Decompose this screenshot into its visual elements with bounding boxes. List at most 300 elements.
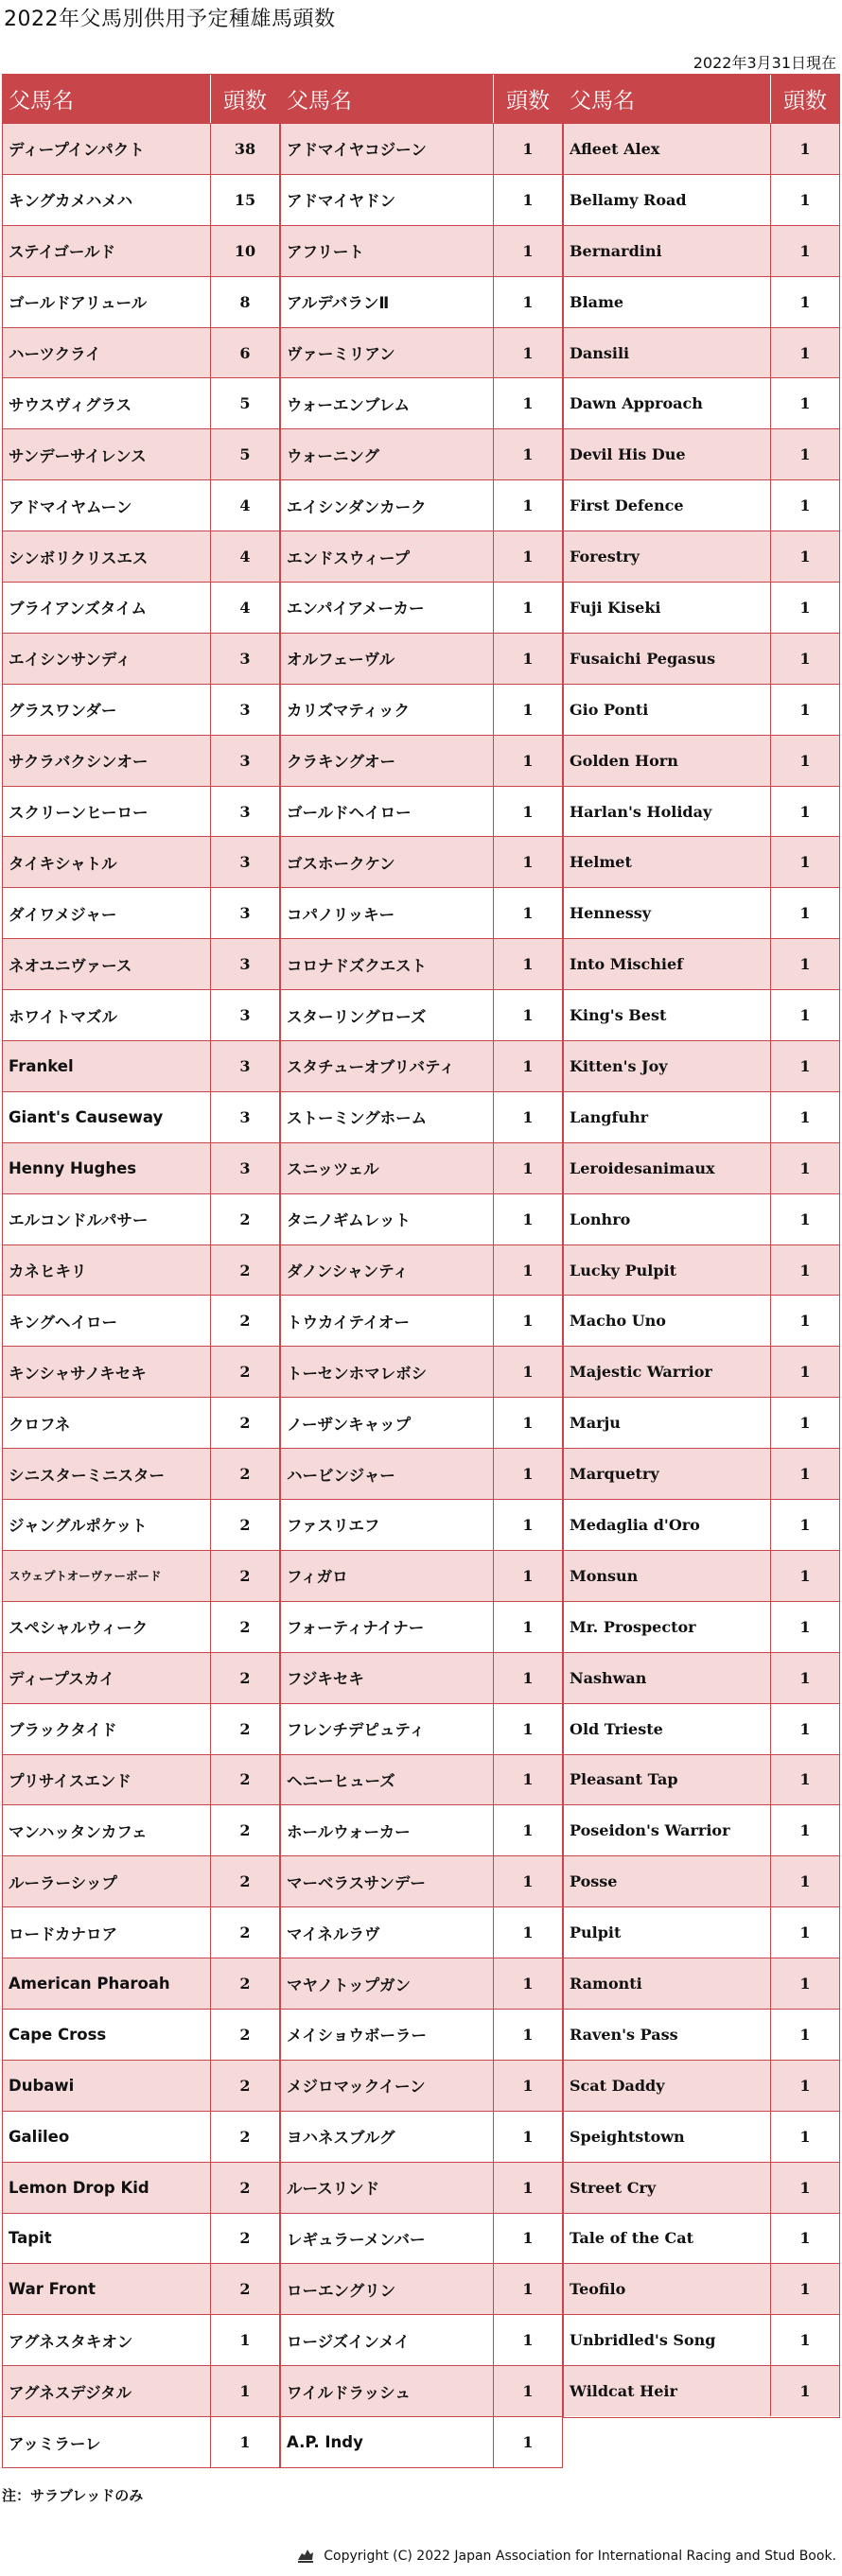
head-count: 3 <box>239 802 251 821</box>
sire-name: ゴールドヘイロー <box>281 787 494 837</box>
table-row <box>281 2365 562 2416</box>
header-count-label: 頭数 <box>783 89 827 113</box>
table-row <box>3 1754 279 1805</box>
table-row <box>281 1754 562 1805</box>
head-count: 1 <box>522 1363 534 1382</box>
sire-name: メジロマックイーン <box>281 2061 494 2111</box>
table-row <box>564 123 839 174</box>
table-column-2 <box>280 74 563 2468</box>
head-count: 1 <box>522 343 534 362</box>
head-count: 4 <box>239 496 251 515</box>
table-row <box>3 1040 279 1091</box>
table-row <box>281 2111 562 2162</box>
table-row <box>281 2263 562 2314</box>
sire-name: アドマイヤドン <box>281 175 494 225</box>
table-row <box>281 2009 562 2060</box>
sire-name: シニスターミニスター <box>3 1449 211 1499</box>
sire-count-tables <box>2 74 840 2481</box>
header-name-label: 父馬名 <box>3 75 211 123</box>
as-of-date: 2022年3月31日現在 <box>693 54 836 72</box>
head-count: 1 <box>522 548 534 566</box>
sire-name: ステイゴールド <box>3 226 211 276</box>
head-count: 1 <box>799 853 811 872</box>
table-row <box>281 989 562 1040</box>
head-count: 1 <box>522 292 534 311</box>
head-count: 1 <box>522 2076 534 2095</box>
sire-name: アドマイヤムーン <box>3 480 211 531</box>
table-row <box>281 684 562 735</box>
head-count: 1 <box>799 1770 811 1789</box>
head-count: 1 <box>799 548 811 566</box>
head-count: 1 <box>522 2127 534 2146</box>
table-row <box>281 1804 562 1855</box>
table-row <box>3 1703 279 1754</box>
head-count: 1 <box>522 751 534 770</box>
header-name-label: 父馬名 <box>281 75 494 123</box>
sire-name: カリズマティック <box>281 685 494 735</box>
sire-name: ルースリンド <box>281 2163 494 2213</box>
head-count: 4 <box>239 548 251 566</box>
sire-name: Gio Ponti <box>564 685 771 735</box>
sire-name: トウカイテイオー <box>281 1296 494 1346</box>
table-header <box>564 75 839 123</box>
head-count: 1 <box>522 2433 534 2452</box>
table-row <box>281 786 562 837</box>
table-row <box>564 684 839 735</box>
head-count: 1 <box>799 343 811 362</box>
head-count: 1 <box>799 2025 811 2044</box>
sire-name: King's Best <box>564 990 771 1040</box>
page-title: 2022年父馬別供用予定種雄馬頭数 <box>4 8 336 31</box>
table-row <box>564 786 839 837</box>
head-count: 5 <box>239 394 251 413</box>
head-count: 1 <box>799 1923 811 1942</box>
sire-name: グラスワンダー <box>3 685 211 735</box>
table-row <box>3 1244 279 1296</box>
sire-name: ストーミングホーム <box>281 1092 494 1142</box>
sire-name: スウェプトオーヴァーボード <box>3 1551 211 1601</box>
head-count: 8 <box>239 292 251 311</box>
sire-name: First Defence <box>564 480 771 531</box>
table-row <box>281 1397 562 1448</box>
sire-name: A.P. Indy <box>281 2417 494 2467</box>
sire-name: タニノギムレット <box>281 1194 494 1244</box>
sire-name: Scat Daddy <box>564 2061 771 2111</box>
table-row <box>564 174 839 225</box>
table-row <box>281 1703 562 1754</box>
table-row <box>564 887 839 938</box>
sire-name: ゴスホークケン <box>281 837 494 887</box>
table-row <box>564 1754 839 1805</box>
head-count: 1 <box>522 445 534 464</box>
head-count: 1 <box>799 751 811 770</box>
sire-name: ネオユニヴァース <box>3 939 211 989</box>
sire-name: トーセンホマレボシ <box>281 1347 494 1397</box>
head-count: 1 <box>522 1414 534 1433</box>
head-count: 1 <box>522 955 534 974</box>
sire-name: コパノリッキー <box>281 888 494 938</box>
table-row <box>564 582 839 633</box>
sire-name: キングヘイロー <box>3 1296 211 1346</box>
head-count: 2 <box>239 1719 251 1738</box>
head-count: 1 <box>522 2178 534 2197</box>
sire-name: キンシャサノキセキ <box>3 1347 211 1397</box>
head-count: 1 <box>522 802 534 821</box>
head-count: 2 <box>239 2127 251 2146</box>
table-row <box>3 1499 279 1550</box>
table-row <box>3 1652 279 1703</box>
table-row <box>281 1295 562 1346</box>
head-count: 1 <box>799 1210 811 1228</box>
sire-name: ワイルドラッシュ <box>281 2366 494 2416</box>
head-count: 1 <box>522 649 534 668</box>
sire-name: スターリングローズ <box>281 990 494 1040</box>
head-count: 2 <box>239 1312 251 1331</box>
head-count: 1 <box>799 2382 811 2401</box>
table-row <box>281 428 562 479</box>
table-row <box>281 1448 562 1499</box>
table-row <box>281 938 562 989</box>
table-row <box>564 2213 839 2264</box>
head-count: 1 <box>522 1821 534 1840</box>
sire-name: Fuji Kiseki <box>564 583 771 633</box>
table-row <box>3 1855 279 1906</box>
table-row <box>281 1855 562 1906</box>
table-row <box>281 582 562 633</box>
head-count: 2 <box>239 1210 251 1228</box>
table-row <box>564 479 839 531</box>
sire-name: Wildcat Heir <box>564 2366 771 2416</box>
head-count: 1 <box>799 2076 811 2095</box>
table-row <box>281 1550 562 1601</box>
sire-name: Cape Cross <box>3 2010 211 2060</box>
table-row <box>281 2060 562 2111</box>
head-count: 1 <box>799 598 811 617</box>
table-row <box>564 2263 839 2314</box>
head-count: 10 <box>234 241 256 260</box>
table-row <box>3 1804 279 1855</box>
table-row <box>281 633 562 684</box>
header-count-label: 頭数 <box>506 89 550 113</box>
table-row <box>281 1346 562 1397</box>
sire-name: ウォーニング <box>281 429 494 479</box>
head-count: 1 <box>799 292 811 311</box>
sire-name: ジャングルポケット <box>3 1500 211 1550</box>
sire-name: Harlan's Holiday <box>564 787 771 837</box>
table-row <box>564 276 839 327</box>
head-count: 2 <box>239 1770 251 1789</box>
table-row <box>3 887 279 938</box>
table-row <box>3 428 279 479</box>
sire-name: キングカメハメハ <box>3 175 211 225</box>
head-count: 1 <box>522 394 534 413</box>
sire-name: スタチューオブリバティ <box>281 1041 494 1091</box>
sire-name: Dubawi <box>3 2061 211 2111</box>
head-count: 38 <box>234 139 256 158</box>
sire-name: Medaglia d'Oro <box>564 1500 771 1550</box>
head-count: 2 <box>239 1566 251 1585</box>
table-row <box>3 479 279 531</box>
head-count: 1 <box>522 1923 534 1942</box>
sire-name: ディープインパクト <box>3 124 211 174</box>
head-count: 3 <box>239 751 251 770</box>
sire-name: Pulpit <box>564 1907 771 1958</box>
table-row <box>3 2416 279 2467</box>
sire-name: ブライアンズタイム <box>3 583 211 633</box>
sire-name: フジキセキ <box>281 1653 494 1703</box>
table-row <box>564 1958 839 2009</box>
sire-name: Hennessy <box>564 888 771 938</box>
table-row <box>3 2213 279 2264</box>
table-row <box>3 377 279 428</box>
table-row <box>3 1295 279 1346</box>
head-count: 1 <box>522 241 534 260</box>
sire-name: Henny Hughes <box>3 1143 211 1193</box>
head-count: 1 <box>799 1107 811 1126</box>
head-count: 3 <box>239 853 251 872</box>
sire-name: Bellamy Road <box>564 175 771 225</box>
head-count: 1 <box>522 1261 534 1279</box>
sire-name: ファスリエフ <box>281 1500 494 1550</box>
sire-name: Marju <box>564 1398 771 1448</box>
sire-name: レギュラーメンバー <box>281 2214 494 2264</box>
table-row <box>3 327 279 378</box>
table-column-1 <box>2 74 280 2468</box>
head-count: 1 <box>239 2433 251 2452</box>
sire-name: Lonhro <box>564 1194 771 1244</box>
sire-name: カネヒキリ <box>3 1245 211 1296</box>
header-count-label: 頭数 <box>223 89 267 113</box>
head-count: 3 <box>239 1158 251 1177</box>
table-row <box>3 2111 279 2162</box>
sire-name: サンデーサイレンス <box>3 429 211 479</box>
table-row <box>3 1346 279 1397</box>
head-count: 1 <box>522 1668 534 1687</box>
head-count: 1 <box>799 139 811 158</box>
head-count: 1 <box>522 1158 534 1177</box>
table-row <box>3 1958 279 2009</box>
head-count: 1 <box>522 2331 534 2350</box>
table-row <box>564 989 839 1040</box>
sire-name: Frankel <box>3 1041 211 1091</box>
head-count: 2 <box>239 1414 251 1433</box>
table-row <box>281 276 562 327</box>
table-row <box>564 225 839 276</box>
head-count: 1 <box>799 496 811 515</box>
table-row <box>281 479 562 531</box>
table-row <box>3 2314 279 2365</box>
footnote: 注：サラブレッドのみ <box>2 2487 144 2504</box>
head-count: 1 <box>799 2280 811 2299</box>
sire-name: Street Cry <box>564 2163 771 2213</box>
table-row <box>564 327 839 378</box>
sire-name: Monsun <box>564 1551 771 1601</box>
sire-name: ノーザンキャップ <box>281 1398 494 1448</box>
head-count: 1 <box>799 1872 811 1891</box>
header-name-label: 父馬名 <box>564 75 771 123</box>
table-row <box>564 735 839 786</box>
head-count: 2 <box>239 2178 251 2197</box>
sire-name: Devil His Due <box>564 429 771 479</box>
sire-name: ローエングリン <box>281 2264 494 2314</box>
head-count: 2 <box>239 1821 251 1840</box>
table-row <box>3 2365 279 2416</box>
table-row <box>3 276 279 327</box>
sire-name: Pleasant Tap <box>564 1755 771 1805</box>
table-row <box>564 2060 839 2111</box>
table-row <box>281 1499 562 1550</box>
sire-name: ヘニーヒューズ <box>281 1755 494 1805</box>
head-count: 1 <box>522 598 534 617</box>
table-row <box>3 989 279 1040</box>
head-count: 1 <box>799 1056 811 1075</box>
table-row <box>3 1601 279 1652</box>
head-count: 5 <box>239 445 251 464</box>
table-row <box>281 1601 562 1652</box>
table-row <box>3 174 279 225</box>
sire-name: Lucky Pulpit <box>564 1245 771 1296</box>
head-count: 4 <box>239 598 251 617</box>
sire-name: エンパイアメーカー <box>281 583 494 633</box>
table-row <box>564 1040 839 1091</box>
sire-name: Posse <box>564 1856 771 1906</box>
table-row <box>281 1193 562 1244</box>
sire-name: Langfuhr <box>564 1092 771 1142</box>
table-row <box>281 1244 562 1296</box>
head-count: 2 <box>239 1515 251 1534</box>
head-count: 1 <box>799 394 811 413</box>
head-count: 3 <box>239 1056 251 1075</box>
table-row <box>281 735 562 786</box>
sire-name: Lemon Drop Kid <box>3 2163 211 2213</box>
sire-name: フォーティナイナー <box>281 1602 494 1652</box>
sire-name: Majestic Warrior <box>564 1347 771 1397</box>
head-count: 1 <box>522 190 534 209</box>
table-row <box>3 836 279 887</box>
sire-name: ホールウォーカー <box>281 1805 494 1855</box>
sire-name: ゴールドアリュール <box>3 277 211 327</box>
table-row <box>3 1397 279 1448</box>
sire-name: サウスヴィグラス <box>3 378 211 428</box>
table-row <box>3 1193 279 1244</box>
head-count: 1 <box>522 1107 534 1126</box>
head-count: 1 <box>522 1006 534 1025</box>
table-row <box>564 428 839 479</box>
head-count: 1 <box>522 1719 534 1738</box>
sire-name: エンドスウィープ <box>281 531 494 582</box>
head-count: 1 <box>522 853 534 872</box>
head-count: 1 <box>799 1821 811 1840</box>
sire-name: Galileo <box>3 2112 211 2162</box>
head-count: 1 <box>522 1056 534 1075</box>
head-count: 1 <box>799 241 811 260</box>
head-count: 2 <box>239 1872 251 1891</box>
sire-name: アドマイヤコジーン <box>281 124 494 174</box>
sire-name: ヨハネスブルグ <box>281 2112 494 2162</box>
sire-name: Old Trieste <box>564 1704 771 1754</box>
head-count: 1 <box>799 1515 811 1534</box>
table-row <box>564 1295 839 1346</box>
table-row <box>564 2314 839 2365</box>
head-count: 1 <box>522 1975 534 1993</box>
head-count: 1 <box>522 700 534 719</box>
head-count: 1 <box>522 139 534 158</box>
sire-name: マヤノトップガン <box>281 1958 494 2009</box>
head-count: 3 <box>239 1107 251 1126</box>
head-count: 1 <box>799 2331 811 2350</box>
sire-name: アッミラーレ <box>3 2417 211 2467</box>
table-row <box>564 377 839 428</box>
head-count: 3 <box>239 649 251 668</box>
table-header <box>281 75 562 123</box>
sire-name: フレンチデピュティ <box>281 1704 494 1754</box>
sire-name: ハーツクライ <box>3 328 211 378</box>
sire-name: エイシンサンディ <box>3 634 211 684</box>
sire-name: Blame <box>564 277 771 327</box>
table-row <box>3 582 279 633</box>
head-count: 2 <box>239 1261 251 1279</box>
table-row <box>3 1448 279 1499</box>
sire-name: クロフネ <box>3 1398 211 1448</box>
table-row <box>3 225 279 276</box>
head-count: 1 <box>799 1261 811 1279</box>
head-count: 1 <box>799 1566 811 1585</box>
table-row <box>564 1550 839 1601</box>
sire-name: Dawn Approach <box>564 378 771 428</box>
head-count: 2 <box>239 2076 251 2095</box>
table-row <box>3 633 279 684</box>
sire-name: Afleet Alex <box>564 124 771 174</box>
table-row <box>3 2162 279 2213</box>
table-row <box>281 2314 562 2365</box>
table-row <box>281 1958 562 2009</box>
sire-name: ウォーエンブレム <box>281 378 494 428</box>
head-count: 1 <box>522 1617 534 1636</box>
head-count: 1 <box>799 2178 811 2197</box>
sire-name: Raven's Pass <box>564 2010 771 2060</box>
table-row <box>564 2111 839 2162</box>
sire-name: アルデバランⅡ <box>281 277 494 327</box>
sire-name: ダイワメジャー <box>3 888 211 938</box>
head-count: 1 <box>799 700 811 719</box>
sire-name: シンボリクリスエス <box>3 531 211 582</box>
head-count: 1 <box>522 1210 534 1228</box>
head-count: 1 <box>522 1465 534 1484</box>
table-row <box>564 1244 839 1296</box>
table-row <box>281 2162 562 2213</box>
head-count: 1 <box>799 1668 811 1687</box>
head-count: 1 <box>799 1158 811 1177</box>
jairs-logo-icon <box>295 2546 316 2567</box>
table-row <box>281 1652 562 1703</box>
sire-name: ディープスカイ <box>3 1653 211 1703</box>
sire-name: Speightstown <box>564 2112 771 2162</box>
sire-name: ルーラーシップ <box>3 1856 211 1906</box>
table-row <box>281 1091 562 1142</box>
head-count: 1 <box>799 1617 811 1636</box>
sire-name: スニッツェル <box>281 1143 494 1193</box>
head-count: 1 <box>522 904 534 923</box>
sire-name: マーベラスサンデー <box>281 1856 494 1906</box>
sire-name: ダノンシャンティ <box>281 1245 494 1296</box>
sire-name: Unbridled's Song <box>564 2315 771 2365</box>
sire-name: Golden Horn <box>564 736 771 786</box>
sire-name: ホワイトマズル <box>3 990 211 1040</box>
head-count: 1 <box>799 1414 811 1433</box>
sire-name: ヴァーミリアン <box>281 328 494 378</box>
head-count: 3 <box>239 700 251 719</box>
table-row <box>3 938 279 989</box>
